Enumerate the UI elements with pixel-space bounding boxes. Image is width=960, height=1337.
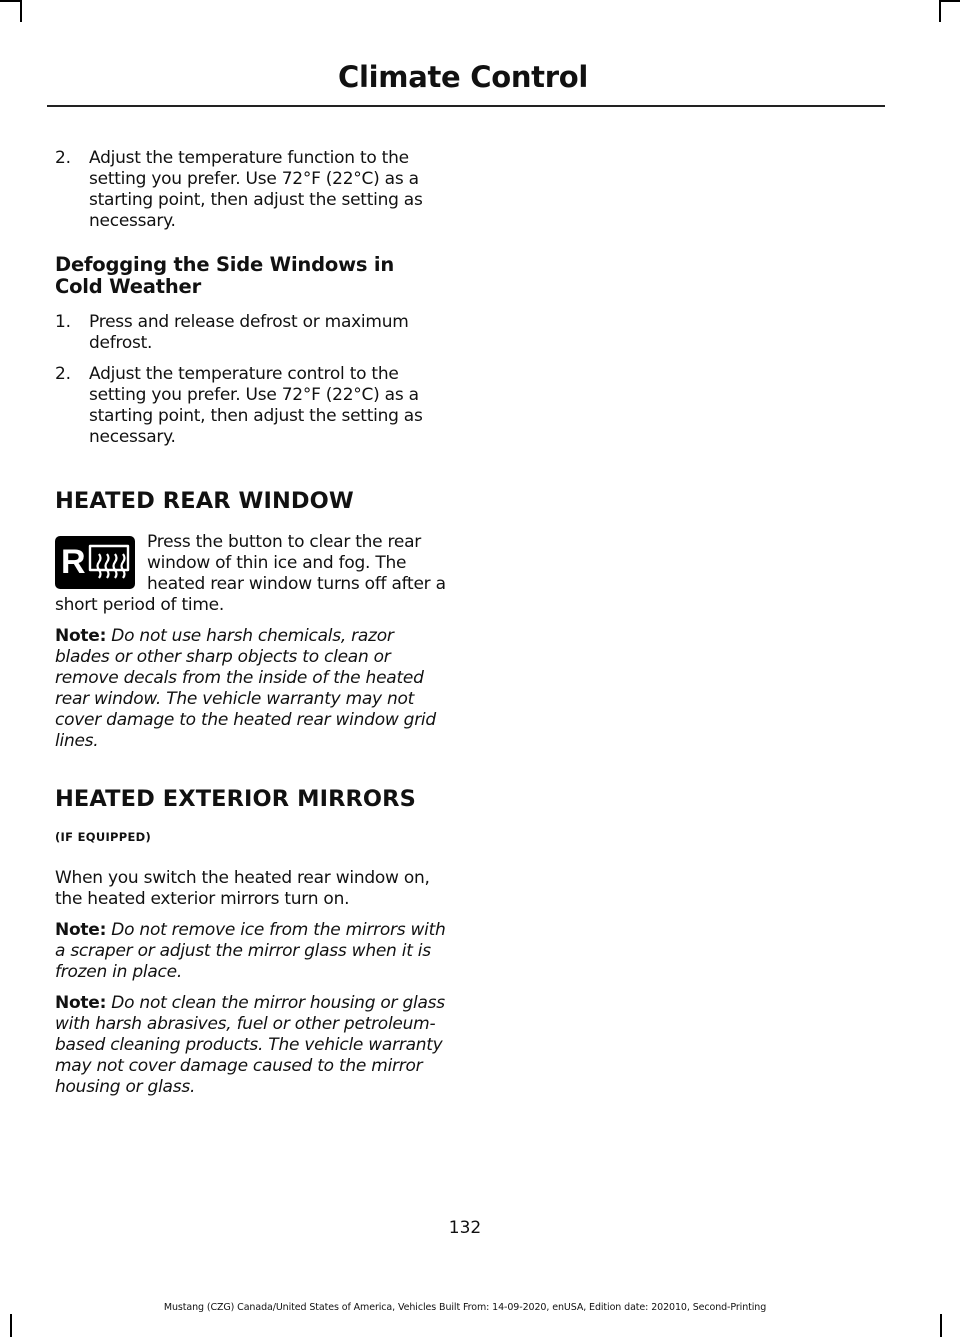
list-item	[55, 312, 447, 354]
step-text: Adjust the temperature function to the setting you prefer. Use 72°F (22°C) as a starting point, then adjust the setting as necessary.	[89, 148, 423, 231]
rear-window-description: Press the button to clear the rear window of thin ice and fog. The heated rear window turns off after a short period of time.	[55, 532, 446, 615]
note-label: Note:	[55, 920, 107, 940]
step-number: 2.	[55, 364, 71, 384]
header-rule	[47, 105, 885, 107]
footer-text: Mustang (CZG) Canada/United States of America, Vehicles Built From: 14-09-2020, enUSA, Edition date: 202010, Second-Printing	[163, 1302, 767, 1313]
rear-window-block	[55, 532, 447, 616]
list-item	[55, 364, 447, 448]
rear-defrost-icon-letter: R	[61, 543, 86, 581]
section-heading: HEATED EXTERIOR MIRRORS	[55, 786, 416, 812]
page-number: 132	[448, 1218, 482, 1238]
crop-mark	[940, 1314, 942, 1337]
note-label: Note:	[55, 993, 107, 1013]
crop-mark	[20, 0, 22, 22]
defrost-grid-icon	[85, 542, 133, 584]
note	[55, 993, 447, 1098]
crop-mark	[939, 0, 941, 22]
equipment-tag: (IF EQUIPPED)	[55, 830, 152, 844]
step-number: 2.	[55, 148, 71, 168]
list-item	[55, 148, 447, 232]
step-number: 1.	[55, 312, 71, 332]
note-text: Do not remove ice from the mirrors with a scraper or adjust the mirror glass when it is frozen in place.	[55, 920, 446, 982]
crop-mark	[10, 1314, 12, 1337]
crop-mark	[939, 0, 960, 2]
note-text: Do not clean the mirror housing or glass with harsh abrasives, fuel or other petroleum-based cleaning products. The vehicle warranty may not cover damage caused to the mirror housing or glass.	[55, 993, 445, 1097]
section-subheading: Defogging the Side Windows in Cold Weather	[55, 253, 395, 298]
mirrors-description: When you switch the heated rear window on, the heated exterior mirrors turn on.	[55, 868, 430, 909]
rear-defrost-icon	[55, 536, 135, 589]
section-heading: HEATED REAR WINDOW	[55, 488, 354, 514]
note-text: Do not use harsh chemicals, razor blades or other sharp objects to clean or remove decals from the inside of the heated rear window. The vehicle warranty may not cover damage to the heated rear window grid lines.	[55, 626, 436, 751]
page-title: Climate Control	[338, 60, 588, 94]
note-label: Note:	[55, 626, 107, 646]
crop-mark	[0, 0, 21, 2]
note	[55, 626, 447, 752]
step-text: Press and release defrost or maximum defrost.	[89, 312, 409, 353]
main-column	[55, 148, 447, 1108]
step-text: Adjust the temperature control to the setting you prefer. Use 72°F (22°C) as a starting point, then adjust the setting as necessary.	[89, 364, 423, 447]
note	[55, 920, 447, 983]
